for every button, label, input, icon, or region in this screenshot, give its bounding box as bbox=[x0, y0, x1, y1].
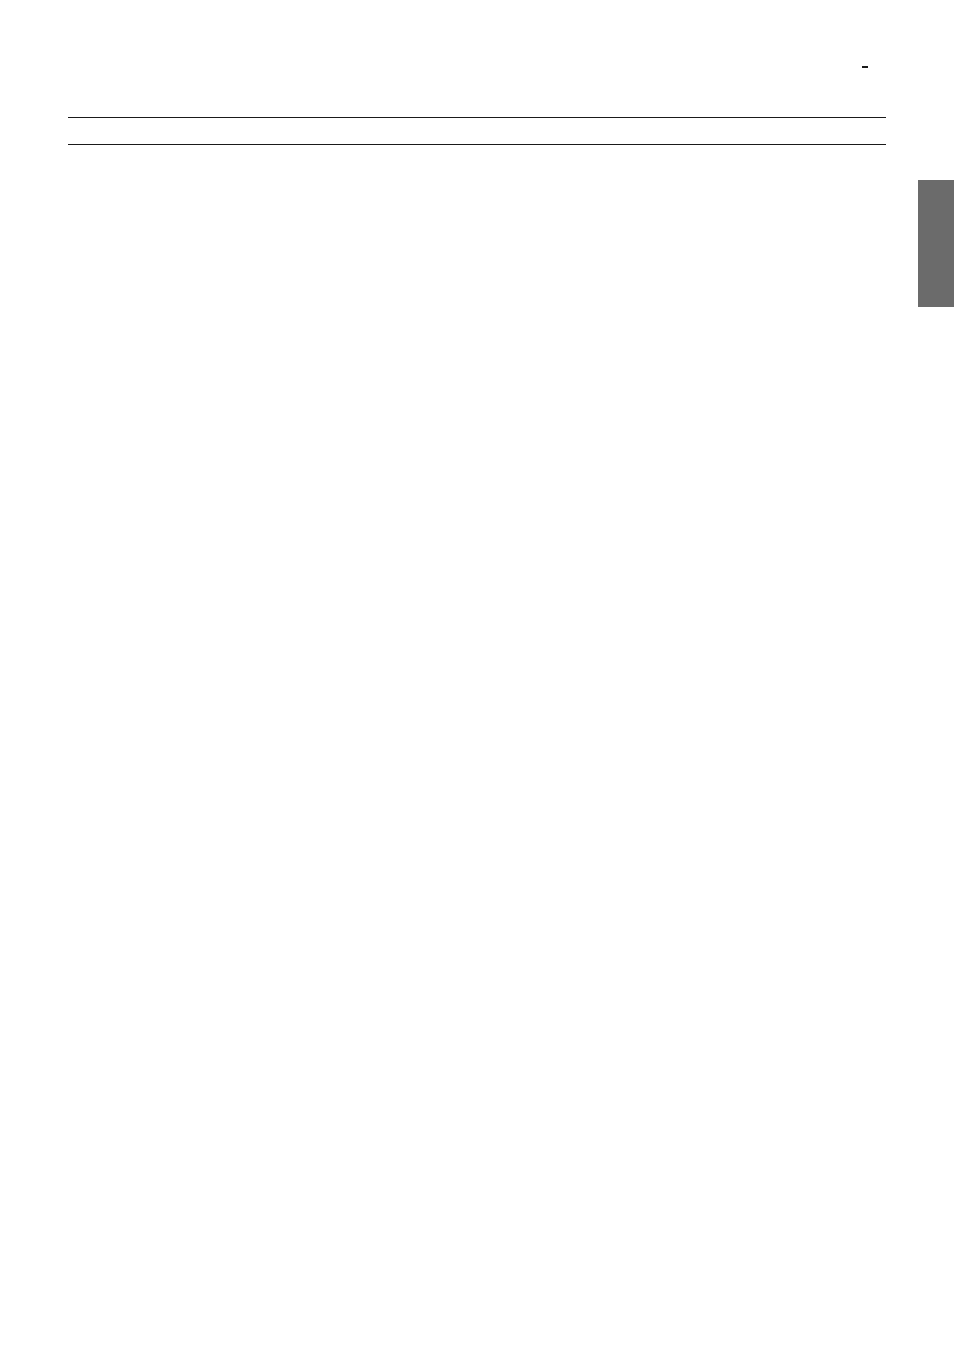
optical-spec-list bbox=[68, 173, 468, 270]
left-column bbox=[68, 160, 468, 294]
right-column bbox=[488, 160, 886, 184]
brand-header bbox=[850, 66, 888, 68]
page-title bbox=[68, 117, 886, 145]
language-tab bbox=[918, 180, 954, 307]
brand-badge bbox=[862, 66, 868, 68]
